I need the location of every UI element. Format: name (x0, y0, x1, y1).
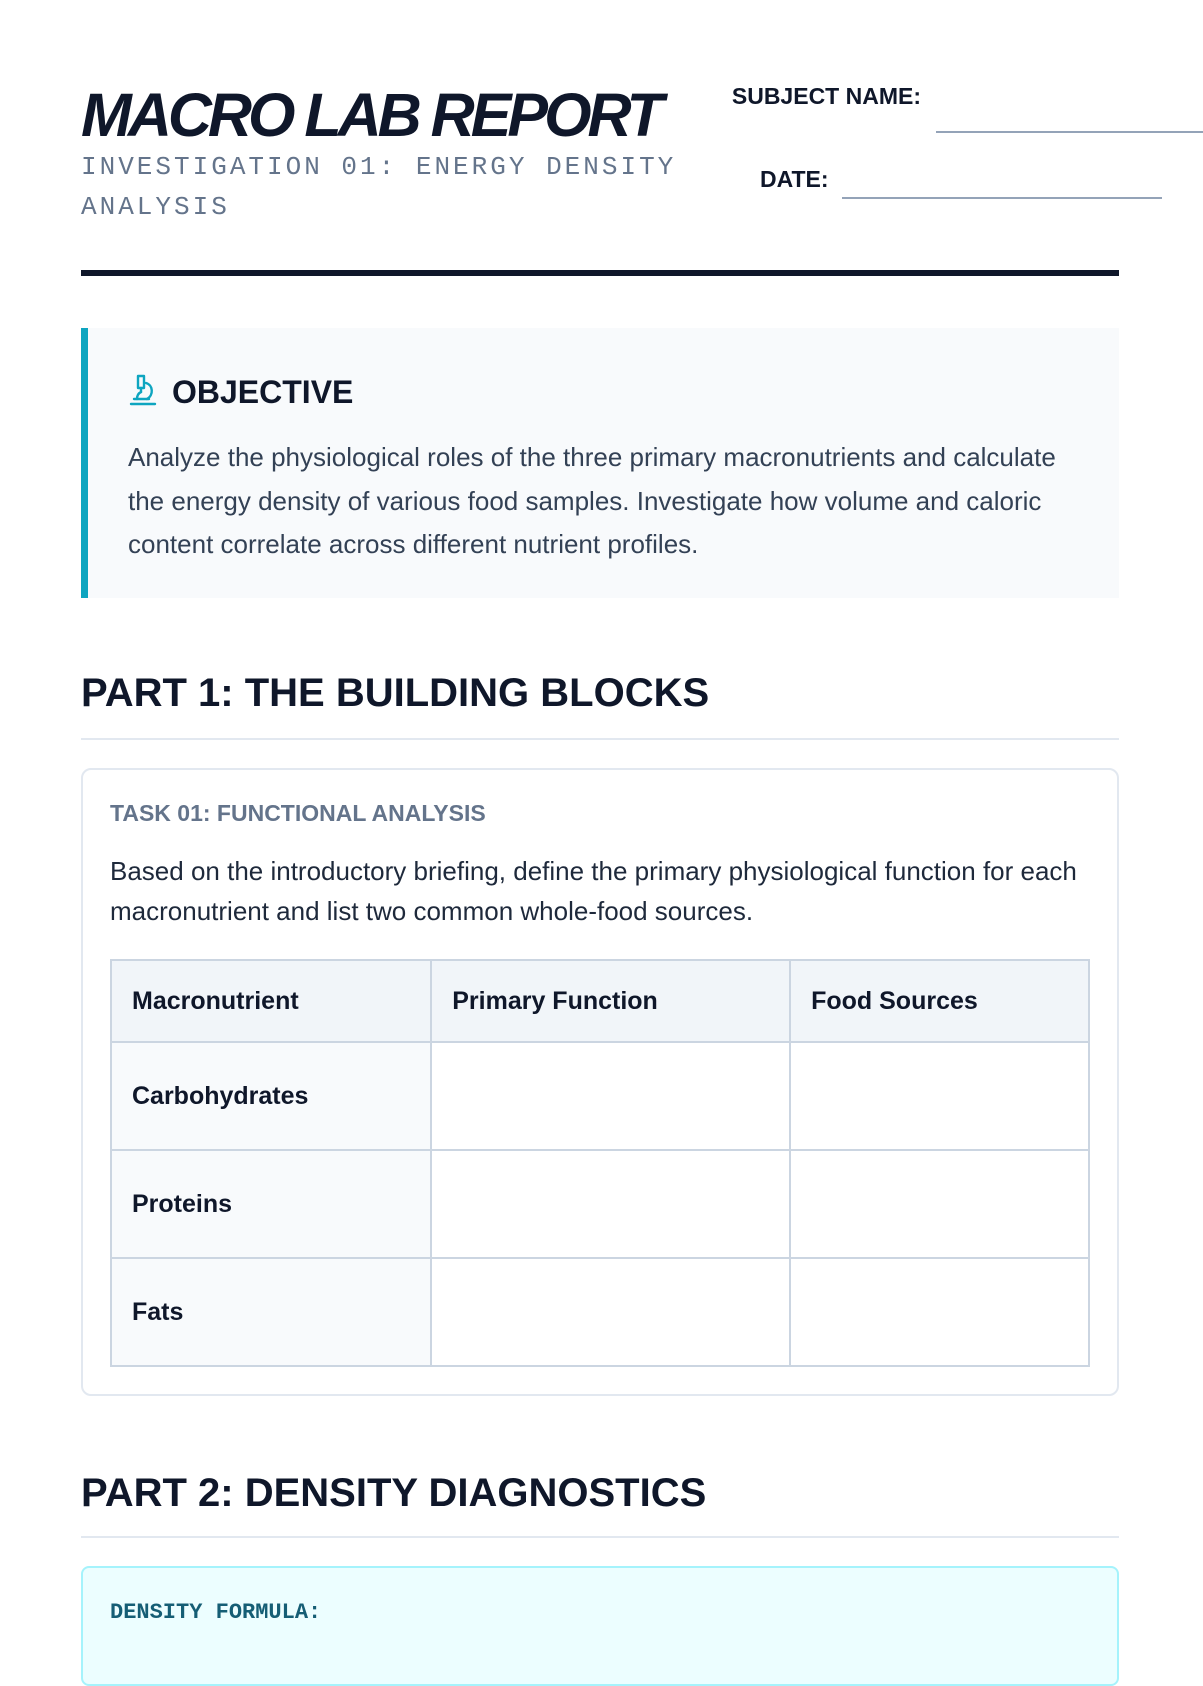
input-cell-carbohydrates-sources[interactable] (790, 1042, 1089, 1150)
date-field[interactable] (842, 197, 1162, 199)
date-label: DATE: (760, 166, 829, 192)
table-row (111, 1258, 1089, 1366)
input-cell-proteins-sources[interactable] (790, 1150, 1089, 1258)
input-cell-carbohydrates-function[interactable] (431, 1042, 790, 1150)
objective-title: OBJECTIVE (172, 373, 354, 410)
row-label-fats: Fats (111, 1258, 431, 1366)
column-header-food-sources: Food Sources (790, 960, 1089, 1042)
input-cell-proteins-function[interactable] (431, 1150, 790, 1258)
density-formula-box (81, 1566, 1119, 1686)
column-header-primary-function: Primary Function (431, 960, 790, 1042)
task-instructions: Based on the introductory briefing, define the primary physiological function for each macronutrient and list two common whole-food sources. (110, 856, 1077, 926)
part1-title: PART 1: THE BUILDING BLOCKS (81, 668, 1119, 740)
table-header-row (111, 960, 1089, 1042)
objective-heading (128, 370, 1079, 414)
subject-name-field[interactable] (936, 131, 1203, 133)
objective-text: Analyze the physiological roles of the three primary macronutrients and calculate the energy density of various food samples. Investigate how volume and caloric content correlate across different nutrient profiles. (128, 442, 1056, 559)
report-header (81, 0, 1119, 276)
subject-name-label: SUBJECT NAME: (731, 83, 921, 109)
report-subtitle: INVESTIGATION 01: ENERGY DENSITY ANALYSIS (81, 152, 677, 222)
task-label: TASK 01: FUNCTIONAL ANALYSIS (110, 800, 486, 826)
table-row (111, 1150, 1089, 1258)
row-label-carbohydrates: Carbohydrates (111, 1042, 431, 1150)
density-formula-label: DENSITY FORMULA: (110, 1600, 322, 1625)
macronutrient-table (110, 959, 1090, 1367)
report-title: MACRO LAB REPORT (81, 81, 660, 149)
task-card (81, 768, 1119, 1396)
part2-title: PART 2: DENSITY DIAGNOSTICS (81, 1468, 1119, 1538)
row-label-proteins: Proteins (111, 1150, 431, 1258)
column-header-macronutrient: Macronutrient (111, 960, 431, 1042)
input-cell-fats-function[interactable] (431, 1258, 790, 1366)
table-row (111, 1042, 1089, 1150)
microscope-icon (128, 373, 158, 412)
objective-panel (81, 328, 1119, 598)
input-cell-fats-sources[interactable] (790, 1258, 1089, 1366)
